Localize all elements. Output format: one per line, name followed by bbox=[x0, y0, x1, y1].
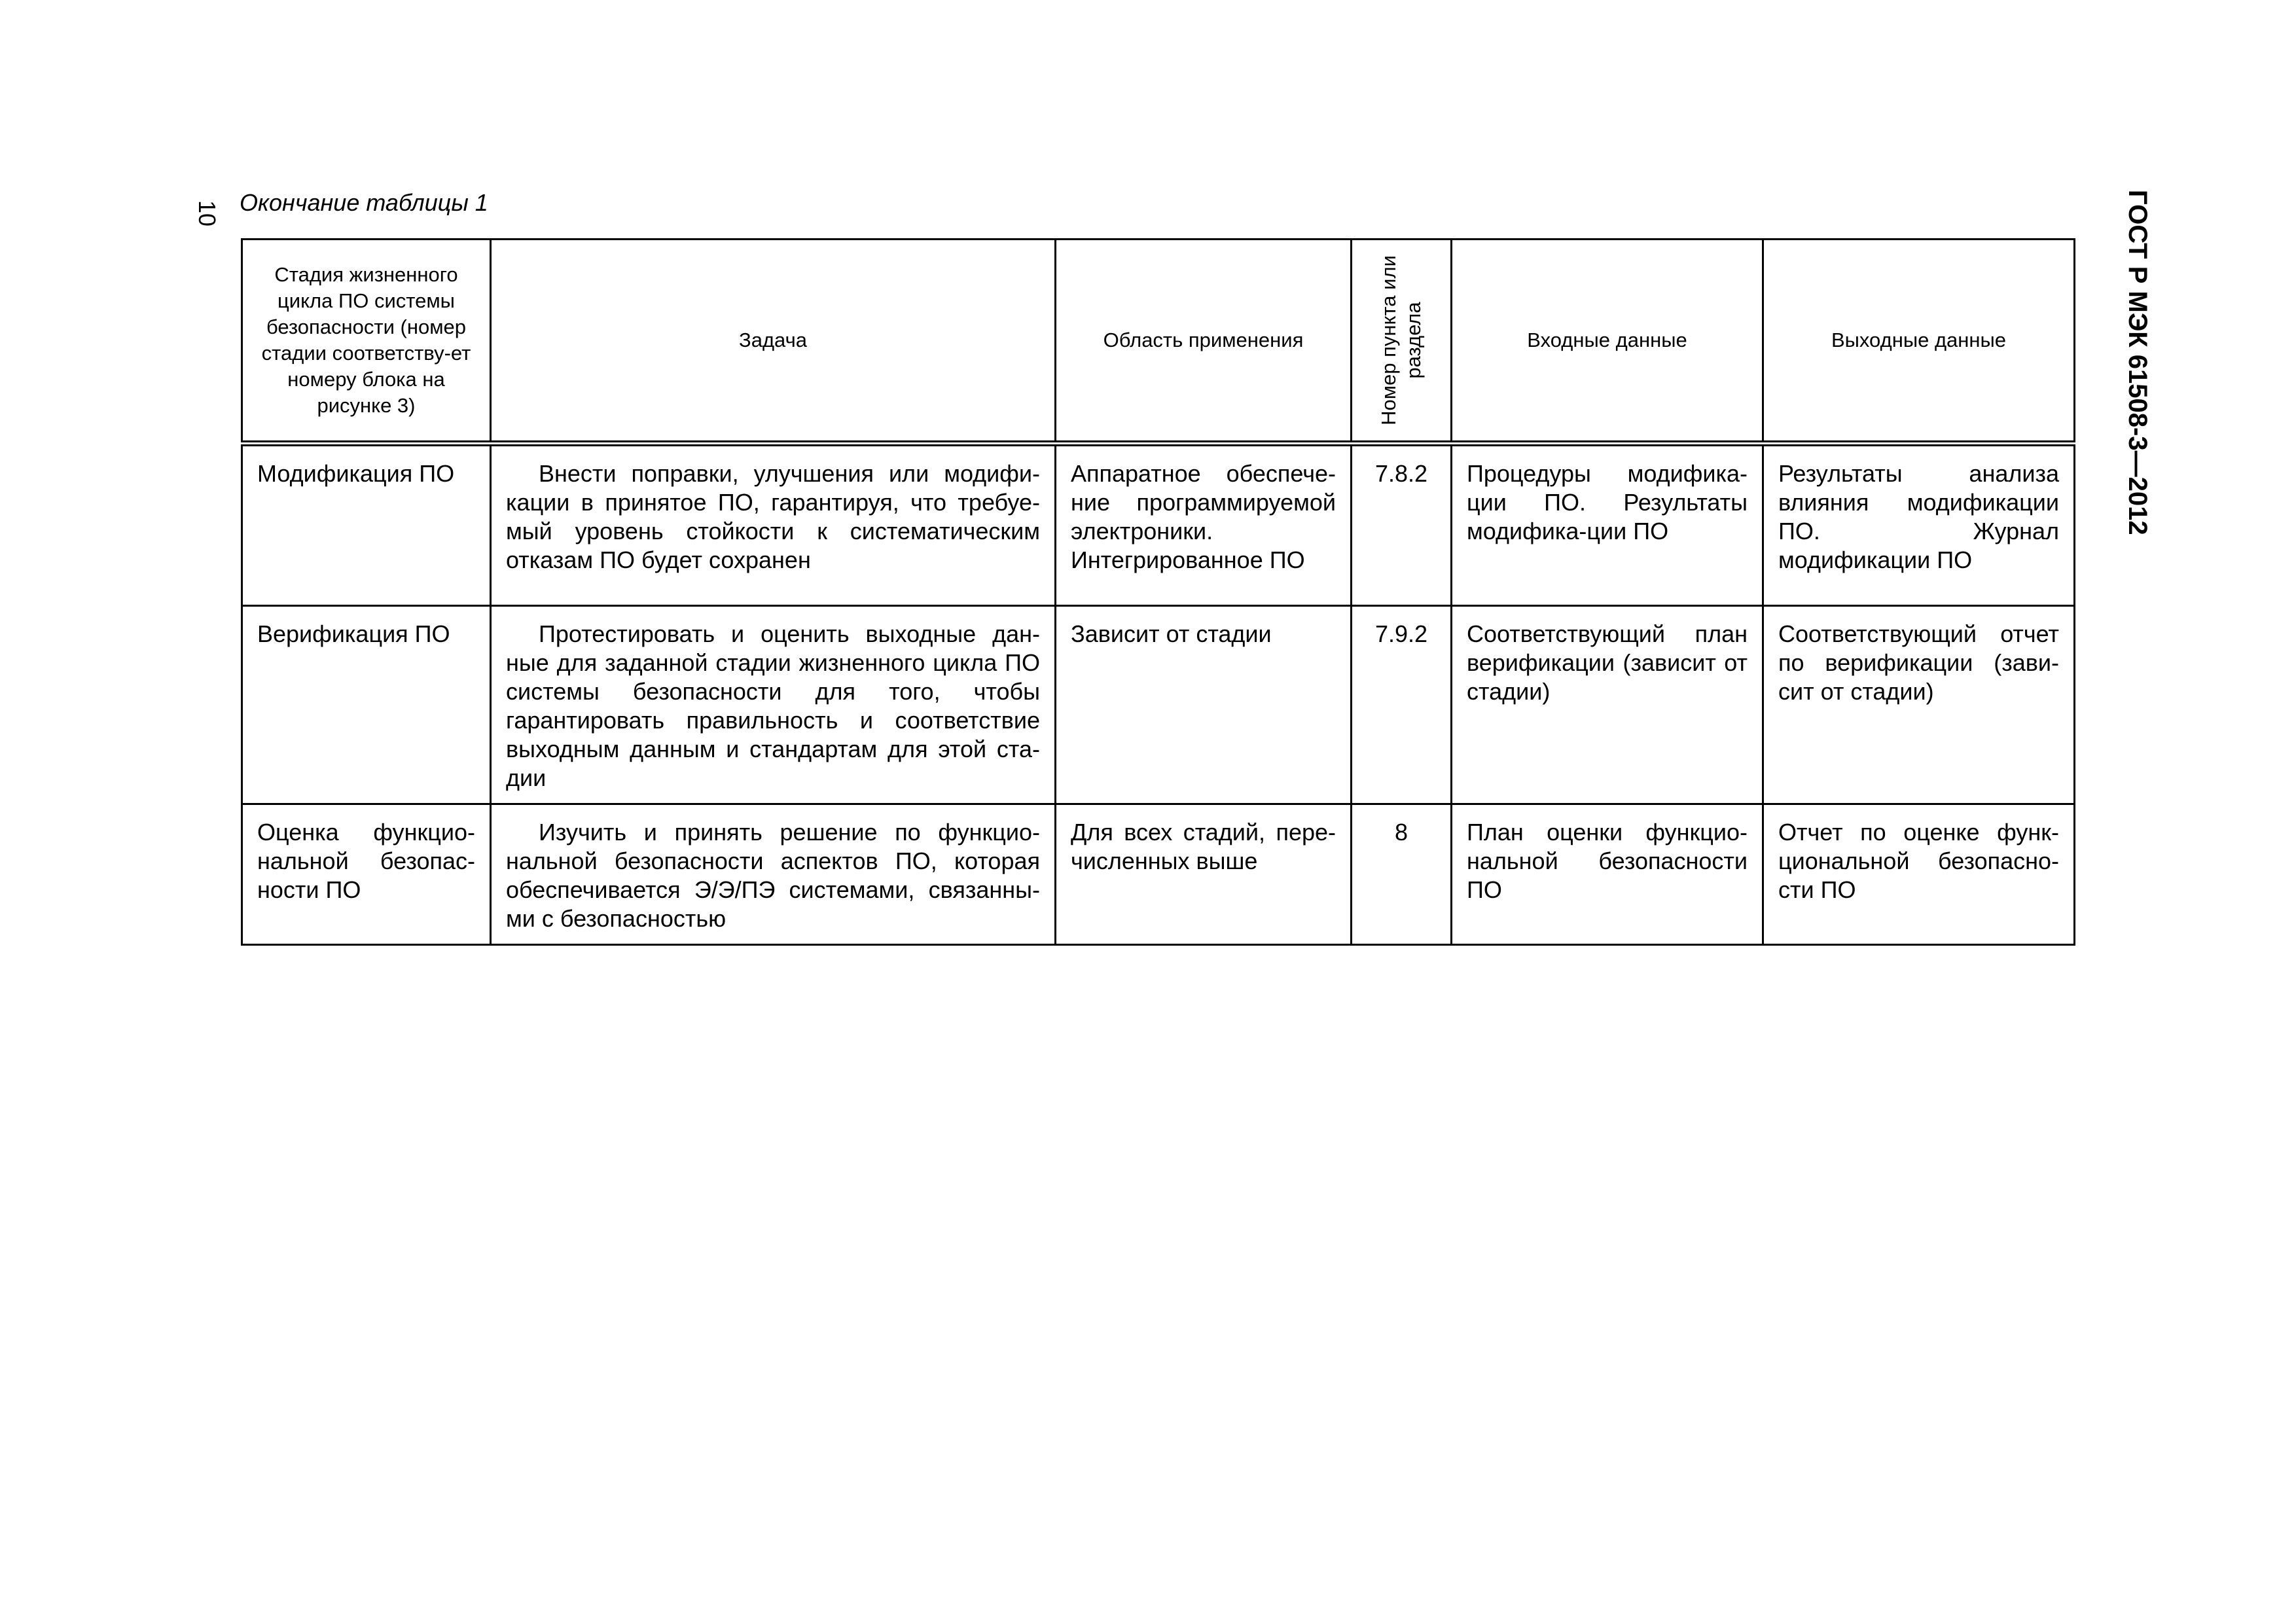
cell-scope: Для всех стадий, пере-численных выше bbox=[1056, 804, 1352, 945]
cell-outputs: Результаты анализа влияния модификации ПО. Журнал модификации ПО bbox=[1763, 444, 2075, 606]
cell-scope: Зависит от стадии bbox=[1056, 606, 1352, 804]
cell-task: Внести поправки, улучшения или модифи-кации в принятое ПО, гарантируя, что требуе-мый уровень стойкости к систематическим отказам ПО будет сохранен bbox=[491, 444, 1056, 606]
header-clause: Номер пункта или раздела bbox=[1352, 240, 1452, 444]
cell-inputs: Соответствующий план верификации (зависит от стадии) bbox=[1452, 606, 1763, 804]
cell-task: Изучить и принять решение по функцио-нальной безопасности аспектов ПО, которая обеспечивается Э/Э/ПЭ системами, связанны-ми с безопасностью bbox=[491, 804, 1056, 945]
cell-scope: Аппаратное обеспече-ние программируемой электроники. Интегрированное ПО bbox=[1056, 444, 1352, 606]
header-outputs: Выходные данные bbox=[1763, 240, 2075, 444]
header-inputs: Входные данные bbox=[1452, 240, 1763, 444]
standard-designation: ГОСТ Р МЭК 61508-3—2012 bbox=[2123, 190, 2152, 535]
cell-clause: 8 bbox=[1352, 804, 1452, 945]
header-stage: Стадия жизненного цикла ПО системы безопасности (номер стадии соответству-ет номеру блока на рисунке 3) bbox=[242, 240, 491, 444]
header-scope: Область применения bbox=[1056, 240, 1352, 444]
cell-outputs: Отчет по оценке функ-циональной безопасно-сти ПО bbox=[1763, 804, 2075, 945]
cell-task: Протестировать и оценить выходные дан-ные для заданной стадии жизненного цикла ПО системы безопасности для того, чтобы гарантировать правильность и соответствие выходным данным и стандартам для этой ста-дии bbox=[491, 606, 1056, 804]
lifecycle-table bbox=[241, 238, 2075, 946]
table-row bbox=[242, 804, 2075, 945]
cell-outputs: Соответствующий отчет по верификации (зави-сит от стадии) bbox=[1763, 606, 2075, 804]
table-row bbox=[242, 606, 2075, 804]
table-caption: Окончание таблицы 1 bbox=[240, 189, 488, 216]
cell-stage: Верификация ПО bbox=[242, 606, 491, 804]
cell-clause: 7.9.2 bbox=[1352, 606, 1452, 804]
header-task: Задача bbox=[491, 240, 1056, 444]
cell-stage: Модификация ПО bbox=[242, 444, 491, 606]
cell-inputs: План оценки функцио-нальной безопасности ПО bbox=[1452, 804, 1763, 945]
page-number: 10 bbox=[194, 200, 221, 227]
table-header-row bbox=[242, 240, 2075, 444]
cell-clause: 7.8.2 bbox=[1352, 444, 1452, 606]
table-row bbox=[242, 444, 2075, 606]
cell-inputs: Процедуры модифика-ции ПО. Результаты модифика-ции ПО bbox=[1452, 444, 1763, 606]
cell-stage: Оценка функцио-нальной безопас-ности ПО bbox=[242, 804, 491, 945]
